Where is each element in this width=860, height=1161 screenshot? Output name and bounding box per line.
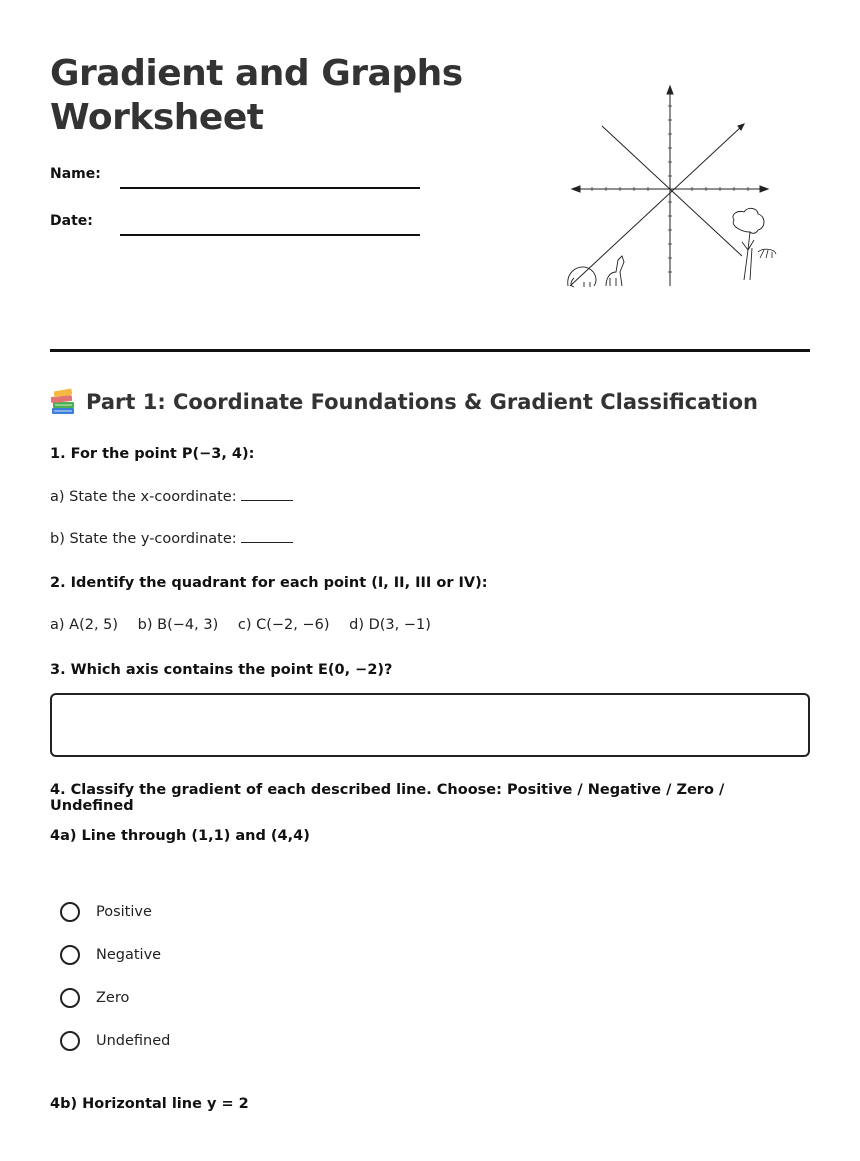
question-3-answer-box[interactable] [50,693,810,757]
question-2: 2. Identify the quadrant for each point (I, II, III or IV): [50,575,488,591]
part1-heading [50,388,810,416]
question-1a-text: a) State the x-coordinate: [50,489,237,505]
section-divider [50,349,810,352]
option-label: Negative [96,946,162,963]
radio-button[interactable] [60,945,80,965]
books-icon [50,388,76,416]
date-field[interactable] [120,234,420,236]
question-4b: 4b) Horizontal line y = 2 [50,1096,249,1112]
question-1b-text: b) State the y-coordinate: [50,531,237,547]
question-1b [50,530,293,547]
radio-button[interactable] [60,902,80,922]
title-line-1: Gradient and Graphs [50,53,463,94]
question-1a [50,488,293,505]
question-2-items [50,617,446,633]
radio-button[interactable] [60,1031,80,1051]
quadrant-item: b) B(−4, 3) [137,617,219,633]
question-1a-blank[interactable] [241,488,293,501]
question-4a: 4a) Line through (1,1) and (4,4) [50,828,310,844]
question-4: 4. Classify the gradient of each described line. Choose: Positive / Negative / Zero / Undefined [50,782,725,814]
option-label: Zero [96,989,130,1006]
name-label: Name: [50,166,101,182]
coordinate-plane-illustration [562,82,788,292]
radio-button[interactable] [60,988,80,1008]
worksheet-title [50,52,530,140]
question-1: 1. For the point P(−3, 4): [50,446,255,462]
question-3: 3. Which axis contains the point E(0, −2)? [50,662,393,678]
title-line-2: Worksheet [50,97,264,138]
option-positive[interactable] [60,890,170,933]
option-negative[interactable] [60,933,170,976]
part1-title: Part 1: Coordinate Foundations & Gradient Classification [86,390,758,414]
quadrant-item: c) C(−2, −6) [237,617,330,633]
option-label: Positive [96,903,152,920]
option-zero[interactable] [60,976,170,1019]
option-undefined[interactable] [60,1019,170,1062]
question-1b-blank[interactable] [241,530,293,543]
quadrant-item: d) D(3, −1) [349,617,431,633]
option-label: Undefined [96,1032,171,1049]
date-label: Date: [50,213,93,229]
question-4a-options [60,890,170,1062]
quadrant-item: a) A(2, 5) [50,617,119,633]
name-field[interactable] [120,187,420,189]
